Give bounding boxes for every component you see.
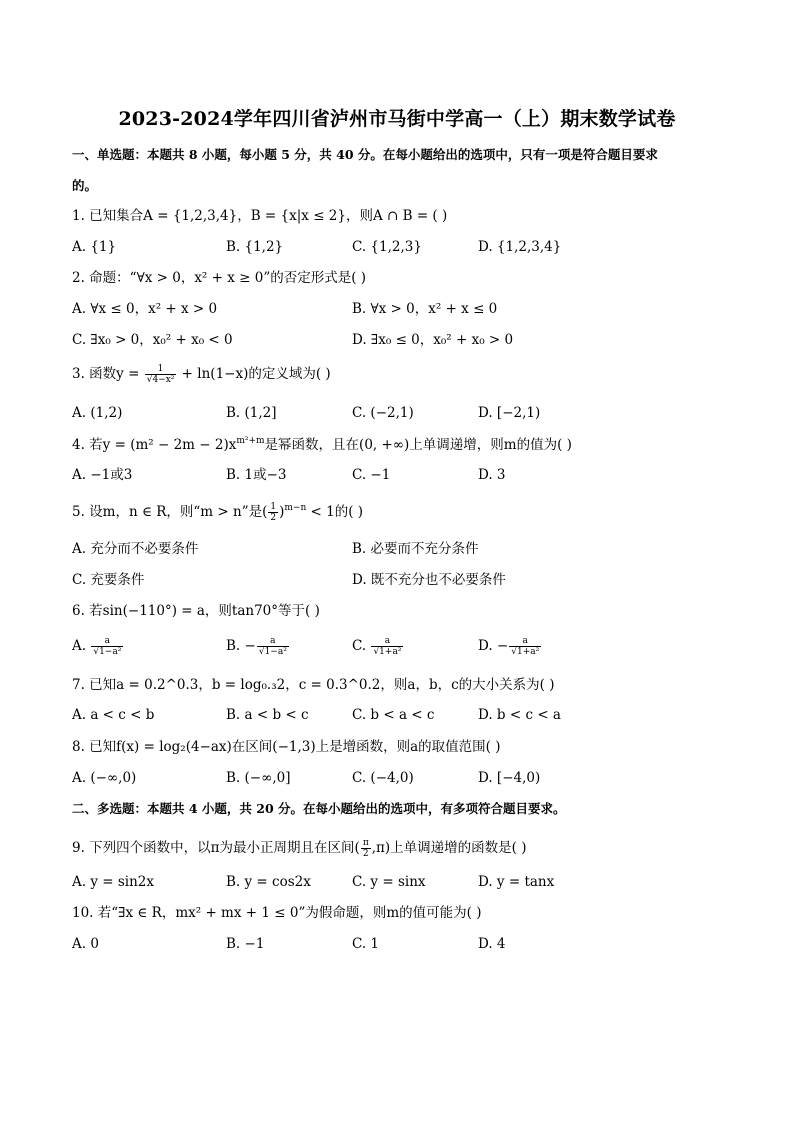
q3-option-b: B. (1,2] <box>226 405 277 421</box>
q5-frac-den: 2 <box>270 513 277 523</box>
q6-c-fraction <box>371 636 403 657</box>
q1-option-b: B. {1,2} <box>226 239 284 255</box>
q2-stem: 2. 命题：“∀x > 0，x² + x ≥ 0”的否定形式是( ) <box>72 270 367 286</box>
q7-option-c: C. b < a < c <box>352 707 435 723</box>
q3-option-c: C. (−2,1) <box>352 405 414 421</box>
q2-option-a: A. ∀x ≤ 0，x² + x > 0 <box>72 301 218 317</box>
q5-stem-paren: ) <box>279 504 285 520</box>
section2-header: 二、多选题：本题共 4 小题，共 20 分。在每小题给出的选项中，有多项符合题目要求。 <box>72 801 566 816</box>
q3-option-d: D. [−2,1) <box>478 405 541 421</box>
q4-option-d: D. 3 <box>478 467 506 483</box>
q5-stem-suffix: < 1的( ) <box>306 504 364 520</box>
q7-option-d: D. b < c < a <box>478 707 561 723</box>
q6-c-den: √1+a² <box>373 647 402 657</box>
q1-option-c: C. {1,2,3} <box>352 239 422 255</box>
q6-a-den: √1−a² <box>93 647 122 657</box>
q3-option-a: A. (1,2) <box>72 405 123 421</box>
q6-a-prefix: A. <box>72 638 91 654</box>
q4-stem-prefix: 4. 若y = (m² − 2m − 2)x <box>72 437 237 453</box>
q9-stem-suffix: ,π)上单调递增的函数是( ) <box>371 840 527 856</box>
q10-option-c: C. 1 <box>352 936 380 952</box>
q6-a-fraction <box>91 636 123 657</box>
q3-stem-suffix: + ln(1−x)的定义域为( ) <box>177 366 331 382</box>
q1-option-d: D. {1,2,3,4} <box>478 239 562 255</box>
q6-option-d <box>478 636 542 657</box>
q6-d-fraction <box>509 636 541 657</box>
q3-frac-den: √4−x² <box>146 375 175 385</box>
q5-option-a: A. 充分而不必要条件 <box>72 541 199 557</box>
q3-stem-prefix: 3. 函数y = <box>72 366 144 382</box>
q6-d-prefix: D. − <box>478 638 509 654</box>
q9-frac-den: 2 <box>362 849 369 859</box>
q6-b-num: a <box>257 636 289 647</box>
q6-d-num: a <box>509 636 541 647</box>
q9-option-c: C. y = sinx <box>352 874 426 890</box>
q8-option-c: C. (−4,0) <box>352 770 414 786</box>
q10-stem: 10. 若“∃x ∈ R，mx² + mx + 1 ≤ 0”为假命题，则m的值可能为( ) <box>72 905 482 921</box>
q5-stem <box>72 502 363 523</box>
q1-stem: 1. 已知集合A = {1,2,3,4}，B = {x|x ≤ 2}，则A ∩ B = ( ) <box>72 208 448 224</box>
q5-frac-num: 1 <box>270 502 277 512</box>
q6-b-den: √1−a² <box>258 647 287 657</box>
q3-frac-num: 1 <box>145 364 177 375</box>
q8-option-b: B. (−∞,0] <box>226 770 291 786</box>
q9-option-b: B. y = cos2x <box>226 874 311 890</box>
q10-option-d: D. 4 <box>478 936 506 952</box>
q8-stem: 8. 已知f(x) = log₂(4−ax)在区间(−1,3)上是增函数，则a的取值范围( ) <box>72 739 501 755</box>
q5-option-d: D. 既不充分也不必要条件 <box>352 572 506 588</box>
q10-option-b: B. −1 <box>226 936 265 952</box>
page-title: 2023-2024学年四川省泸州市马街中学高一（上）期末数学试卷 <box>118 108 676 130</box>
q6-b-prefix: B. − <box>226 638 256 654</box>
q2-option-b: B. ∀x > 0，x² + x ≤ 0 <box>352 301 498 317</box>
q6-b-fraction <box>257 636 289 657</box>
q4-stem <box>72 436 572 454</box>
q9-fraction <box>361 838 371 859</box>
q6-option-a <box>72 636 124 657</box>
q3-stem <box>72 364 331 385</box>
q5-fraction <box>268 502 278 523</box>
section1-header-cont: 的。 <box>72 178 98 193</box>
q9-frac-num: π <box>362 838 369 848</box>
q6-c-prefix: C. <box>352 638 371 654</box>
q2-option-c: C. ∃x₀ > 0，x₀² + x₀ < 0 <box>72 332 233 348</box>
q7-option-b: B. a < b < c <box>226 707 309 723</box>
q5-option-b: B. 必要而不充分条件 <box>352 541 479 557</box>
q7-stem: 7. 已知a = 0.2^0.3，b = log₀.₃2，c = 0.3^0.2，则a，b，c的大小关系为( ) <box>72 677 555 693</box>
q5-exponent: m−n <box>284 503 307 513</box>
q9-stem <box>72 838 527 859</box>
q6-option-b <box>226 636 290 657</box>
q9-stem-prefix: 9. 下列四个函数中，以π为最小正周期且在区间( <box>72 840 360 856</box>
q6-option-c <box>352 636 404 657</box>
q6-a-num: a <box>91 636 123 647</box>
section1-header: 一、单选题：本题共 8 小题，每小题 5 分，共 40 分。在每小题给出的选项中，只有一项是符合题目要求 <box>72 147 658 162</box>
q4-exponent: m²+m <box>236 436 265 446</box>
q5-option-c: C. 充要条件 <box>72 572 145 588</box>
q1-option-a: A. {1} <box>72 239 117 255</box>
q5-stem-prefix: 5. 设m，n ∈ R，则“m > n”是( <box>72 504 268 520</box>
q4-option-a: A. −1或3 <box>72 467 133 483</box>
q6-c-num: a <box>371 636 403 647</box>
q4-option-b: B. 1或−3 <box>226 467 287 483</box>
q2-option-d: D. ∃x₀ ≤ 0，x₀² + x₀ > 0 <box>352 332 514 348</box>
q10-option-a: A. 0 <box>72 936 99 952</box>
q8-option-a: A. (−∞,0) <box>72 770 137 786</box>
q6-stem: 6. 若sin(−110°) = a，则tan70°等于( ) <box>72 603 320 619</box>
q6-d-den: √1+a² <box>511 647 540 657</box>
q8-option-d: D. [−4,0) <box>478 770 541 786</box>
q7-option-a: A. a < c < b <box>72 707 155 723</box>
q4-stem-suffix: 是幂函数，且在(0, +∞)上单调递增，则m的值为( ) <box>264 437 572 453</box>
q4-option-c: C. −1 <box>352 467 391 483</box>
q9-option-a: A. y = sin2x <box>72 874 154 890</box>
q9-option-d: D. y = tanx <box>478 874 555 890</box>
q3-fraction <box>145 364 177 385</box>
